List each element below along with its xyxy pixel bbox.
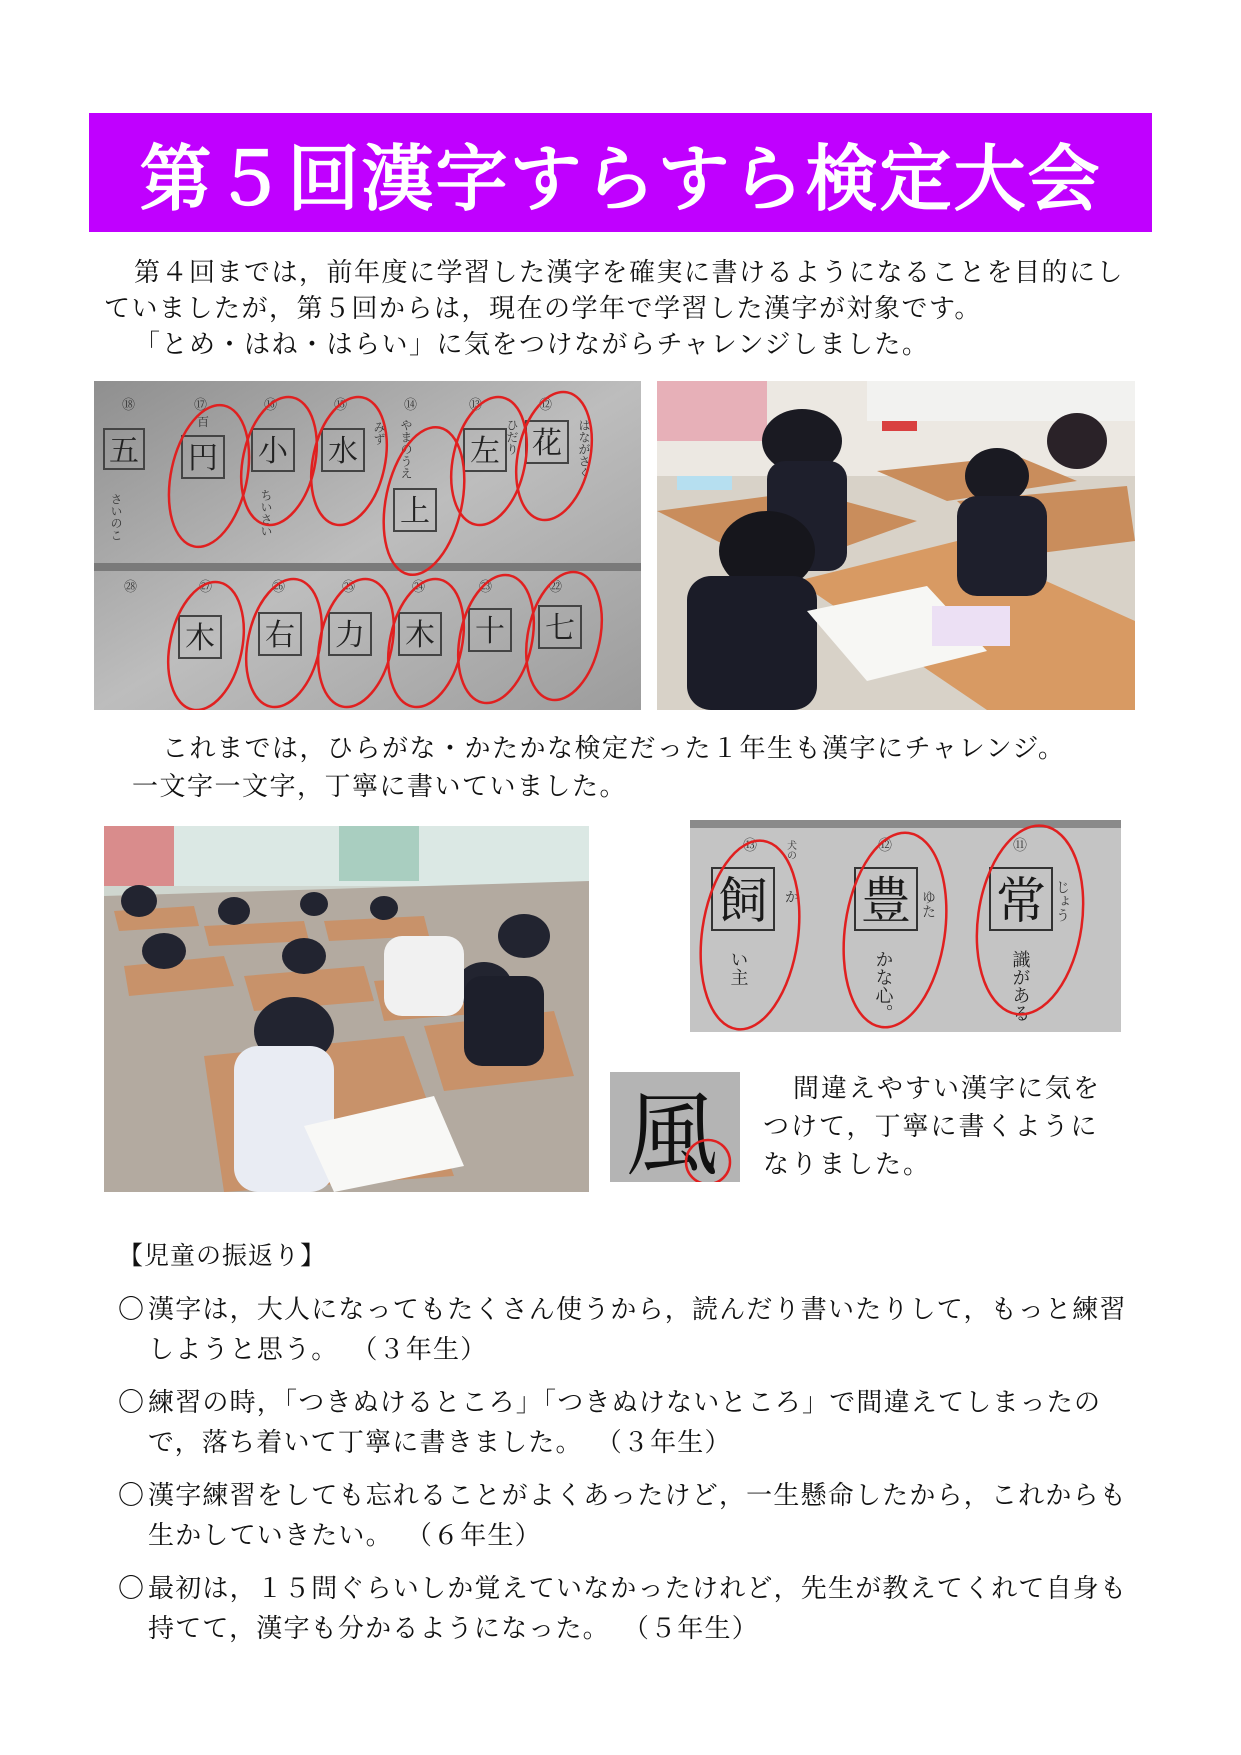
q-number: ⑮ [334,398,348,413]
answer-kanji: 力 [335,618,365,653]
reading-text: 百 [197,415,210,429]
list-item [118,1476,1148,1556]
side-note-line-2: つけて，丁寧に書くように [763,1112,1099,1142]
reflection-grade: （６年生） [418,1521,542,1551]
context-text: かな心。 [872,950,894,1022]
title-banner [89,113,1152,232]
answer-kanji: 五 [109,434,139,469]
q-number: ㉔ [412,580,426,595]
answer-kanji: 飼 [718,872,768,930]
answer-kanji: 七 [545,611,575,646]
note-text: 犬の [784,840,796,860]
answer-kanji: 木 [405,618,435,653]
reading-text: か [785,890,799,906]
reflection-text: 最初は，１５問ぐらいしか覚えていなかったけれど，先生が教えてくれて自身も持てて，漢字も分かるようになった。 [148,1574,1128,1644]
answer-kanji: 木 [185,621,215,656]
reflection-text: 練習の時，「つきぬけるところ」「つきぬけないところ」で間違えてしまったので，落ち着いて丁寧に書きました。 [148,1388,1102,1458]
q-number: ⑪ [1013,838,1027,854]
list-item [118,1290,1148,1370]
answer-kanji: 円 [188,441,218,476]
photo-answer-sheet-upper [690,820,1121,1032]
answer-kanji: 右 [265,618,295,653]
side-note-line-3: なりました。 [763,1150,932,1180]
answer-sheet-grade1-image [94,381,641,710]
reading-text: ひだり [505,419,519,455]
photo-answer-sheet-grade1 [94,381,641,710]
photo-classroom-students-writing [657,381,1135,710]
intro-paragraph-1: 第４回までは，前年度に学習した漢字を確実に書けるようになることを目的にしていましたが，第５回からは，現在の学年で学習した漢字が対象です。 [104,258,1125,324]
q-number: ⑫ [878,838,892,854]
q-number: ⑯ [264,398,278,413]
list-item [118,1383,1148,1463]
answer-kanji: 水 [328,434,358,469]
reading-text: さいのこ [109,493,123,541]
reflection-text: 漢字練習をしても忘れることがよくあったけど，一生懸命したから，これからも生かしていきたい。 [148,1481,1127,1551]
answer-kanji: 十 [475,614,505,649]
q-number: ㉓ [479,580,493,595]
reading-text: やまのうえ [399,419,413,479]
answer-sheet-upper-image [690,820,1121,1032]
reading-text: じょう [1054,880,1070,922]
context-text: 識がある [1009,950,1031,1022]
example-kanji: 風 [625,1082,719,1182]
photo-classroom-wide [104,826,589,1192]
answer-kanji: 常 [996,872,1046,930]
mid-caption-line-2: 一文字一文字，丁寧に書いていました。 [132,772,628,802]
reflections-list [118,1290,1148,1662]
q-number: ⑬ [469,398,483,413]
mid-caption-line-1: これまでは，ひらがな・かたかな検定だった１年生も漢字にチャレンジ。 [162,734,1066,764]
bullet-icon: 〇 [118,1481,146,1511]
q-number: ⑰ [194,398,208,413]
q-number: ㉒ [549,580,563,595]
context-text: い主 [727,950,749,986]
bullet-icon: 〇 [118,1574,146,1604]
side-note-line-1: 間違えやすい漢字に気を [793,1074,1102,1104]
q-number: ⑭ [404,398,418,413]
classroom-image [657,381,1135,710]
reflection-grade: （５年生） [635,1614,759,1644]
mid-caption [132,730,1142,806]
reflection-grade: （３年生） [364,1335,488,1365]
photo-kanji-example [610,1072,740,1182]
reflection-grade: （３年生） [608,1428,732,1458]
reading-text: ゆた [920,890,936,918]
q-number: ⑬ [743,838,757,854]
reflection-text: 漢字は，大人になってもたくさん使うから，読んだり書いたりして，もっと練習しようと思う。 [148,1295,1127,1365]
answer-kanji: 小 [258,434,288,469]
q-number: ㉗ [199,580,213,595]
bullet-icon: 〇 [118,1388,146,1418]
list-item [118,1569,1148,1649]
answer-kanji: 豊 [861,872,911,930]
q-number: ⑫ [539,398,553,413]
intro-paragraph-2: 「とめ・はね・はらい」に気をつけながらチャレンジしました。 [134,330,930,360]
reflections-heading: 【児童の振返り】 [118,1241,327,1270]
reading-text: はながさく [577,419,591,479]
q-number: ㉘ [124,580,138,595]
reading-text: みず [372,421,386,445]
classroom-wide-image [104,826,589,1192]
intro-text [104,255,1144,363]
answer-kanji: 花 [532,426,562,461]
answer-kanji: 上 [400,494,430,529]
q-number: ㉖ [272,580,286,595]
answer-kanji: 左 [470,434,500,469]
reading-text: ちいさい [259,489,273,537]
q-number: ⑱ [122,398,136,413]
kanji-example-image [610,1072,740,1182]
q-number: ㉕ [342,580,356,595]
page-title: 第５回漢字すらすら検定大会 [139,136,1102,221]
bullet-icon: 〇 [118,1295,146,1325]
side-note [763,1070,1143,1184]
